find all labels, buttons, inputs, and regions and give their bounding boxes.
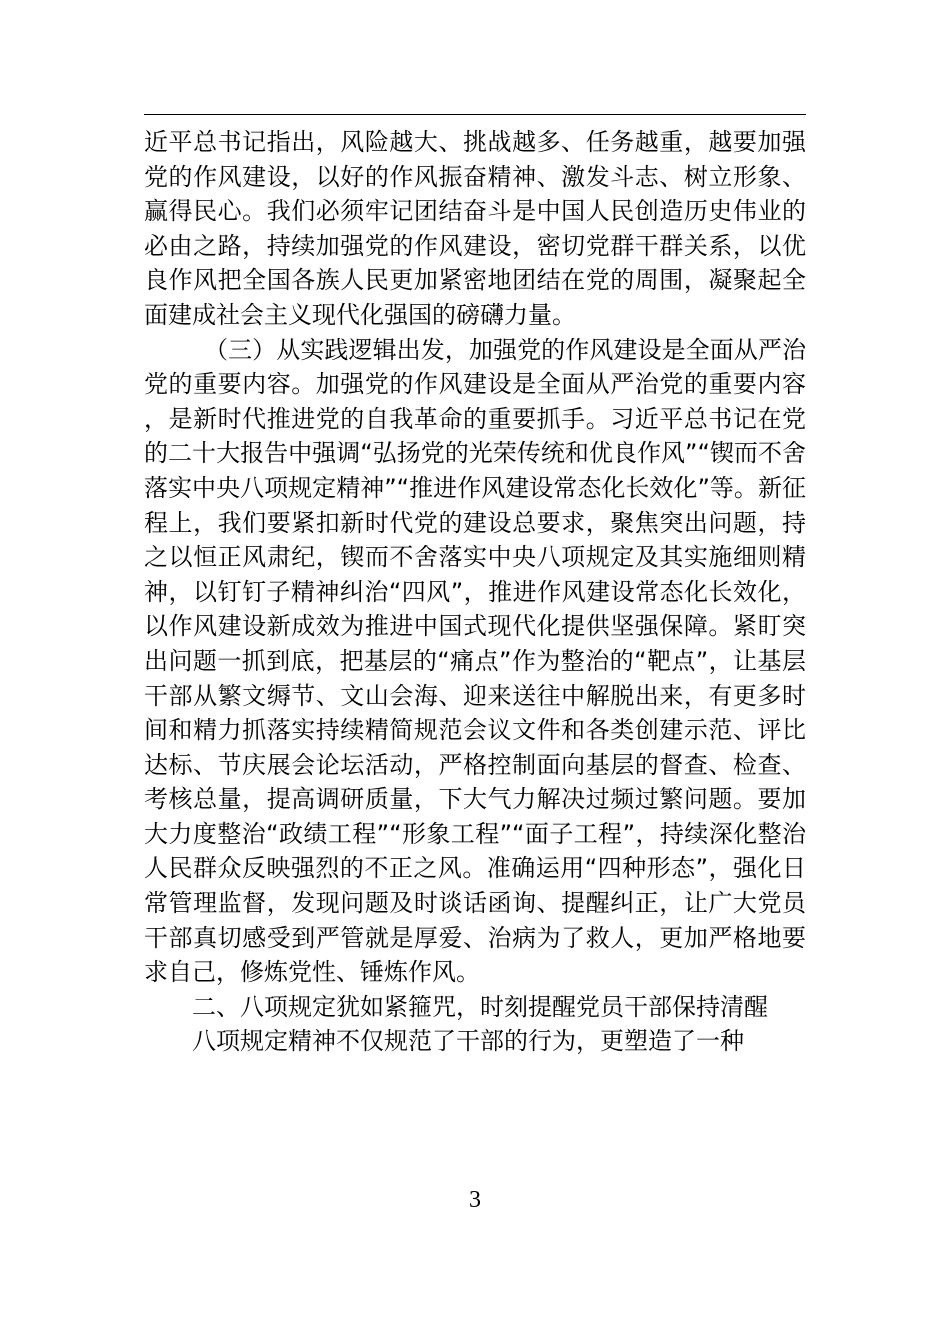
body-text — [144, 125, 806, 1059]
paragraph-continuation: 近平总书记指出，风险越大、挑战越多、任务越重，越要加强党的作风建设，以好的作风振奋精神、激发斗志、树立形象、赢得民心。我们必须牢记团结奋斗是中国人民创造历史伟业的必由之路，持续加强党的作风建设，密切党群干群关系，以优良作风把全国各族人民更加紧密地团结在党的周围，凝聚起全面建成社会主义现代化强国的磅礴力量。 — [144, 128, 806, 329]
section-heading-two: 二、八项规定犹如紧箍咒，时刻提醒党员干部保持清醒 — [192, 992, 768, 1021]
paragraph-section-two-intro: 八项规定精神不仅规范了干部的行为，更塑造了一种 — [192, 1027, 744, 1056]
page-number: 3 — [469, 1187, 481, 1213]
paragraph-section-three: （三）从实践逻辑出发，加强党的作风建设是全面从严治党的重要内容。加强党的作风建设是全面从严治党的重要内容，是新时代推进党的自我革命的重要抓手。习近平总书记在党的二十大报告中强调“弘扬党的光荣传统和优良作风”“锲而不舍落实中央八项规定精神”“推进作风建设常态化长效化”等。新征程上，我们要紧扣新时代党的建设总要求，聚焦突出问题，持之以恒正风肃纪，锲而不舍落实中央八项规定及其实施细则精神，以钉钉子精神纠治“四风”，推进作风建设常态化长效化，以作风建设新成效为推进中国式现代化提供坚强保障。紧盯突出问题一抓到底，把基层的“痛点”作为整治的“靶点”，让基层干部从繁文缛节、文山会海、迎来送往中解脱出来，有更多时间和精力抓落实持续精简规范会议文件和各类创建示范、评比达标、节庆展会论坛活动，严格控制面向基层的督查、检查、考核总量，提高调研质量，下大气力解决过频过繁问题。要加大力度整治“政绩工程”“形象工程”“面子工程”，持续深化整治人民群众反映强烈的不正之风。准确运用“四种形态”，强化日常管理监督，发现问题及时谈话函询、提醒纠正，让广大党员干部真切感受到严管就是厚爱、治病为了救人，更加严格地要求自己，修炼党性、锤炼作风。 — [144, 335, 806, 987]
header-rule — [144, 114, 806, 115]
